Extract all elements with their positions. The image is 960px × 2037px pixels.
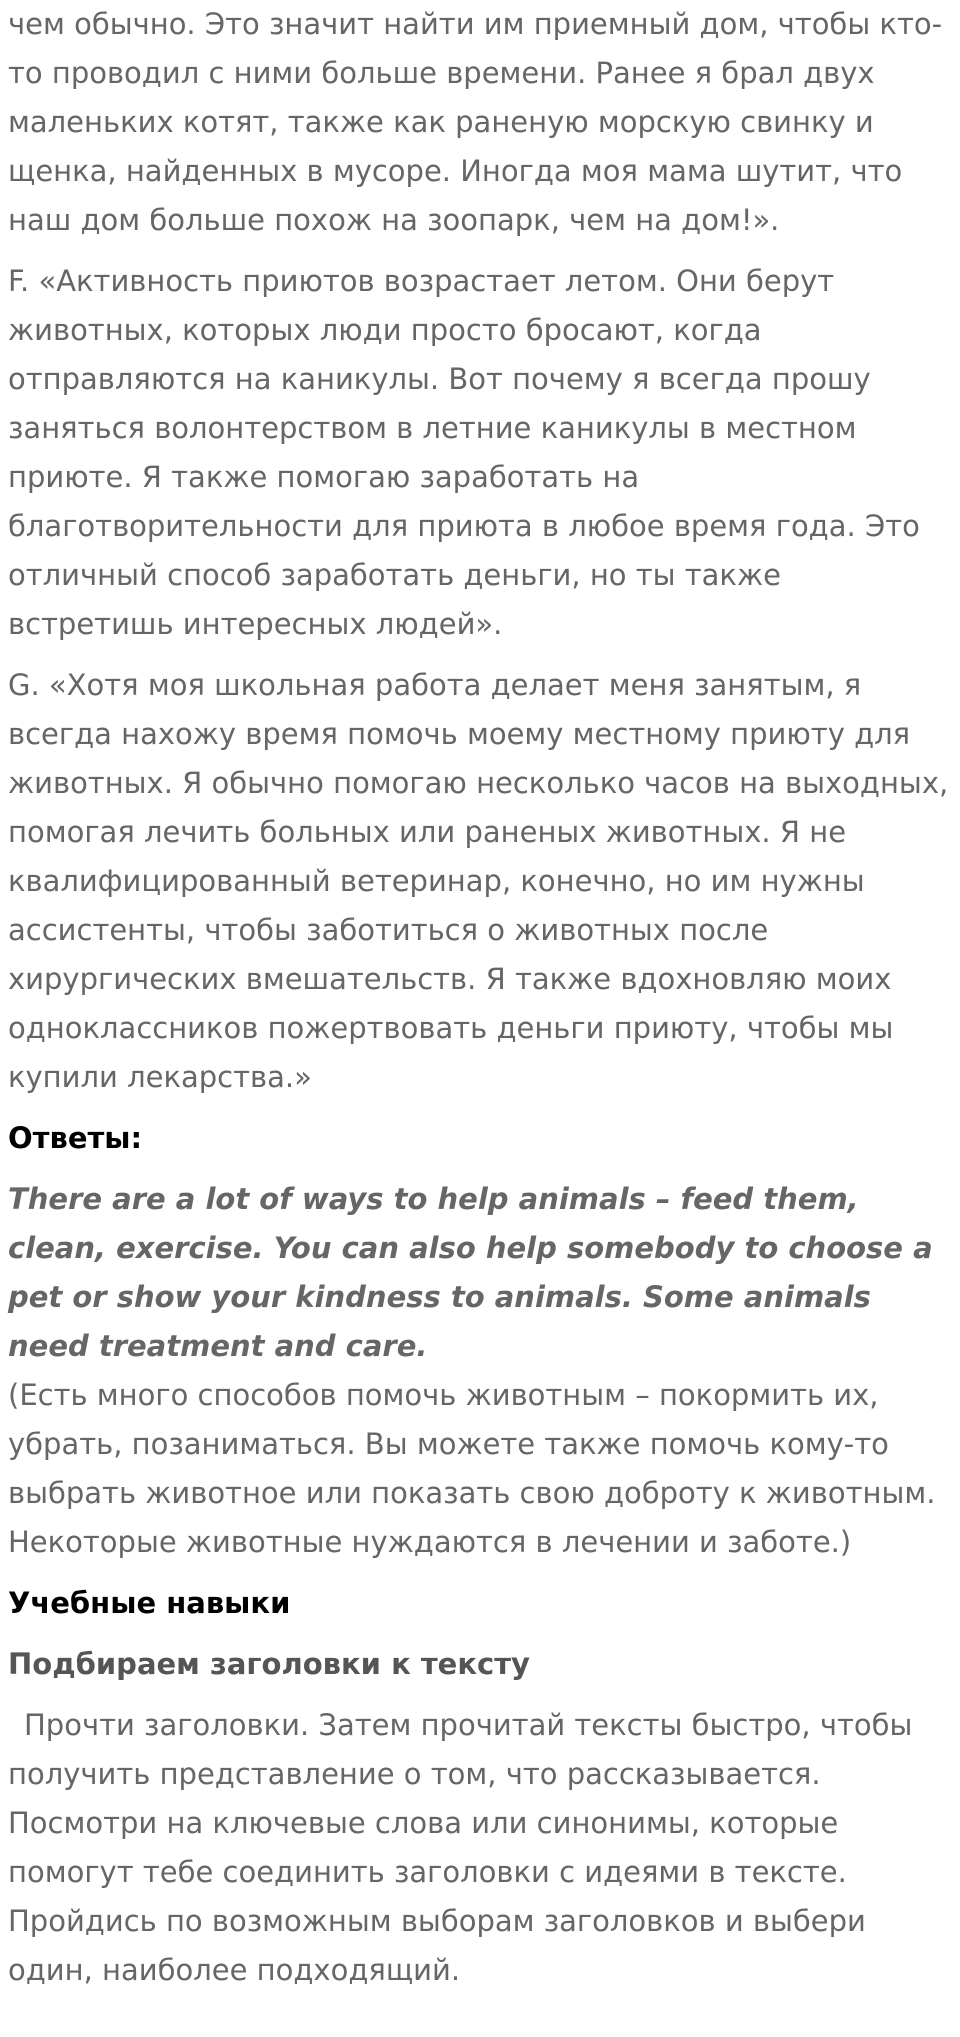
answer-english: There are a lot of ways to help animals – feed them, clean, exercise. You can also help somebody to choose a pet or show your kindness to animals. Some animals need treatment and care. (8, 1182, 933, 1363)
skills-text: Прочти заголовки. Затем прочитай тексты быстро, чтобы получить представление о том, что рассказывается. Посмотри на ключевые слова или синонимы, которые помогут тебе соединить заголовки с идеями в тексте. Пройдись по возможным выборам заголовков и выбери один, наиболее подходящий. (8, 1708, 913, 1987)
answers-heading: Ответы: (8, 1121, 143, 1155)
skills-heading: Учебные навыки (8, 1586, 291, 1620)
skills-subheading: Подбираем заголовки к тексту (8, 1647, 530, 1681)
paragraph-top: чем обычно. Это значит найти им приемный дом, чтобы кто-то проводил с ними больше времени. Ранее я брал двух маленьких котят, также как раненую морскую свинку и щенка, найденных в мусоре. Иногда моя мама шутит, что наш дом больше похож на зоопарк, чем на дом!». (8, 7, 943, 237)
paragraph-f: F. «Активность приютов возрастает летом. Они берут животных, которых люди просто бросают, когда отправляются на каникулы. Вот почему я всегда прошу заняться волонтерством в летние каникулы в местном приюте. Я также помогаю заработать на благотворительности для приюта в любое время года. Это отличный способ заработать деньги, но ты также встретишь интересных людей». (8, 264, 920, 641)
answer-translation: (Есть много способов помочь животным – покормить их, убрать, позаниматься. Вы можете также помочь кому-то выбрать животное или показать свою доброту к животным. Некоторые животные нуждаются в лечении и заботе.) (8, 1378, 936, 1559)
paragraph-g: G. «Хотя моя школьная работа делает меня занятым, я всегда нахожу время помочь моему местному приюту для животных. Я обычно помогаю несколько часов на выходных, помогая лечить больных или раненых животных. Я не квалифицированный ветеринар, конечно, но им нужны ассистенты, чтобы заботиться о животных после хирургических вмешательств. Я также вдохновляю моих одноклассников пожертвовать деньги приюту, чтобы мы купили лекарства.» (8, 668, 949, 1094)
